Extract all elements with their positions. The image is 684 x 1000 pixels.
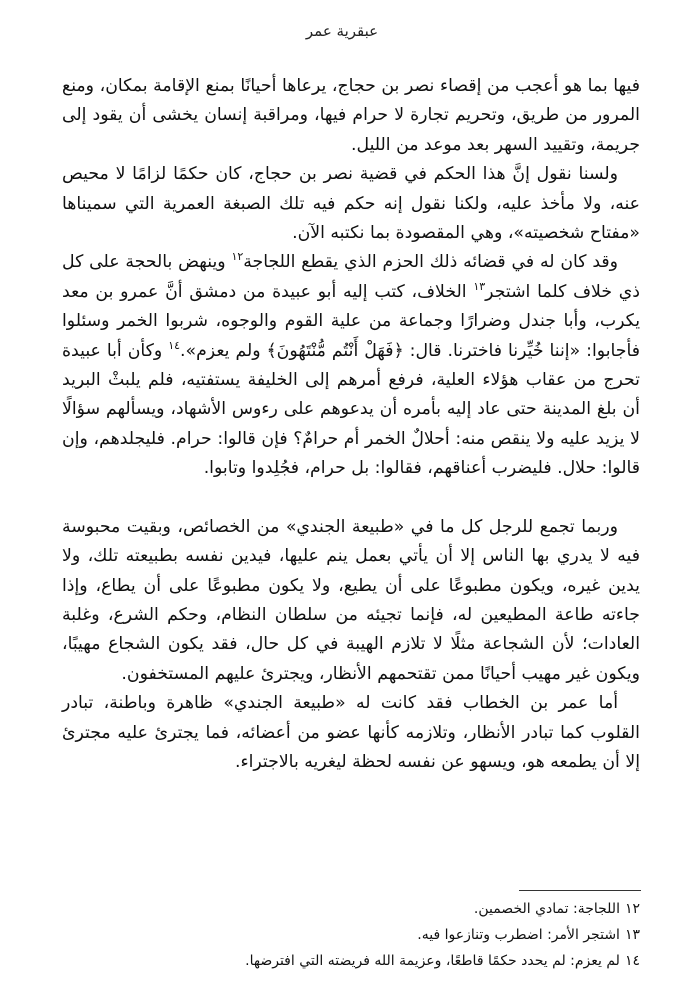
footnote-ref-14[interactable]: ١٤ [168,338,181,352]
footnote-ref-13[interactable]: ١٣ [473,280,486,294]
footnote-13 [62,922,640,948]
paragraph-3-part-c: الخلاف، كتب إليه أبو عبيدة من دمشق أنَّ عمرو بن معد يكرب، وأبا جندل وضرارًا وجماعة من علية القوم والوجوه، شربوا الخمر وسئلوا فأجابوا: «إننا خُيِّرنا فاخترنا. قال: ﴿فَهَلْ أَنْتُم مُّنْتَهُونَ﴾ ولم يعزم». [62,281,640,361]
paragraph-3-part-b: وينهض بالحجة على كل ذي خلاف كلما اشتجر [62,252,640,302]
footnote-text: لم يعزم: لم يحدد حكمًا قاطعًا، وعزيمة الله فريضته التي افترضها. [245,953,620,969]
footnote-divider [519,890,641,891]
footnote-14 [62,948,640,974]
footnote-12 [62,896,640,922]
body-text [62,72,640,777]
paragraph-5: أما عمر بن الخطاب فقد كانت له «طبيعة الجندي» ظاهرة وباطنة، تبادر القلوب كما تبادر الأنظار، وتلازمه كأنها عضو من أعضائه، فما يجترئ عليه مجترئ إلا أن يطمعه هو، ويسهو عن نفسه لحظة ليغريه بالاجتراء. [62,693,640,772]
running-header-title: عبقرية عمر [305,22,379,40]
footnote-number: ١٤ [624,953,640,969]
paragraph-3 [62,248,640,483]
paragraph-3-part-a: وقد كان له في قضائه ذلك الحزم الذي يقطع اللجاجة [243,252,618,273]
footnote-ref-12[interactable]: ١٢ [231,250,244,264]
paragraph-3-part-d: وكأن أبا عبيدة تحرج من عقاب هؤلاء العلية، فرفع أمرهم إلى الخليفة يستفتيه، فلم يلبثْ البريد أن بلغ المدينة حتى عاد إليه بأمره أن يدعوهم على رءوس الأشهاد، ويسألهم سؤالًا لا يزيد عليه ولا ينقص منه: أحلالٌ الخمر أم حرامٌ؟ فإن قالوا: حرام. فليجلدهم، وإن قالوا: حلال. فليضرب أعناقهم، فقالوا: بل حرام، فجُلِدوا وتابوا. [62,340,640,479]
footnote-number: ١٣ [624,927,640,943]
footnote-number: ١٢ [624,901,640,917]
paragraph-1: فيها بما هو أعجب من إقصاء نصر بن حجاج، يرعاها أحيانًا بمنع الإقامة بمكان، ومنع المرور من طريق، وتحريم تجارة لا حرام فيها، ومراقبة إنسان يخشى أن يقود إلى جريمة، وتقييد السهر بعد موعد من الليل. [62,76,640,155]
footnote-text: اللجاجة: تمادي الخصمين. [473,901,620,917]
paragraph-4: وربما تجمع للرجل كل ما في «طبيعة الجندي» من الخصائص، وبقيت محبوسة فيه لا يدري بها الناس إلا أن يأتي بعمل ينم عليها، فيدين نفسه بطبيعته تلك، ولا يدين غيره، ويكون مطبوعًا على أن يطيع، ولا يكون مطبوعًا على أن يطاع، وإذا جاءته طاعة المطيعين له، فإنما تجيئه من سلطان النظام، وحكم الشرع، وغلبة العادات؛ لأن الشجاعة مثلًا لا تلازم الهيبة في كل حال، فقد يكون الشجاع مهيبًا، ويكون غير مهيب أحيانًا ممن تقتحمهم الأنظار، ويجترئ عليهم المستخفون. [62,516,640,684]
footnotes [62,896,640,974]
footnote-text: اشتجر الأمر: اضطرب وتنازعوا فيه. [417,927,620,943]
paragraph-2: ولسنا نقول إنَّ هذا الحكم في قضية نصر بن حجاج، كان حكمًا لزامًا لا محيص عنه، ولا مأخذ عليه، ولكنا نقول إنه حكم فيه تلك الصبغة العمرية التي سميناها «مفتاح شخصيته»، وهي المقصودة بما نكتبه الآن. [62,164,640,244]
